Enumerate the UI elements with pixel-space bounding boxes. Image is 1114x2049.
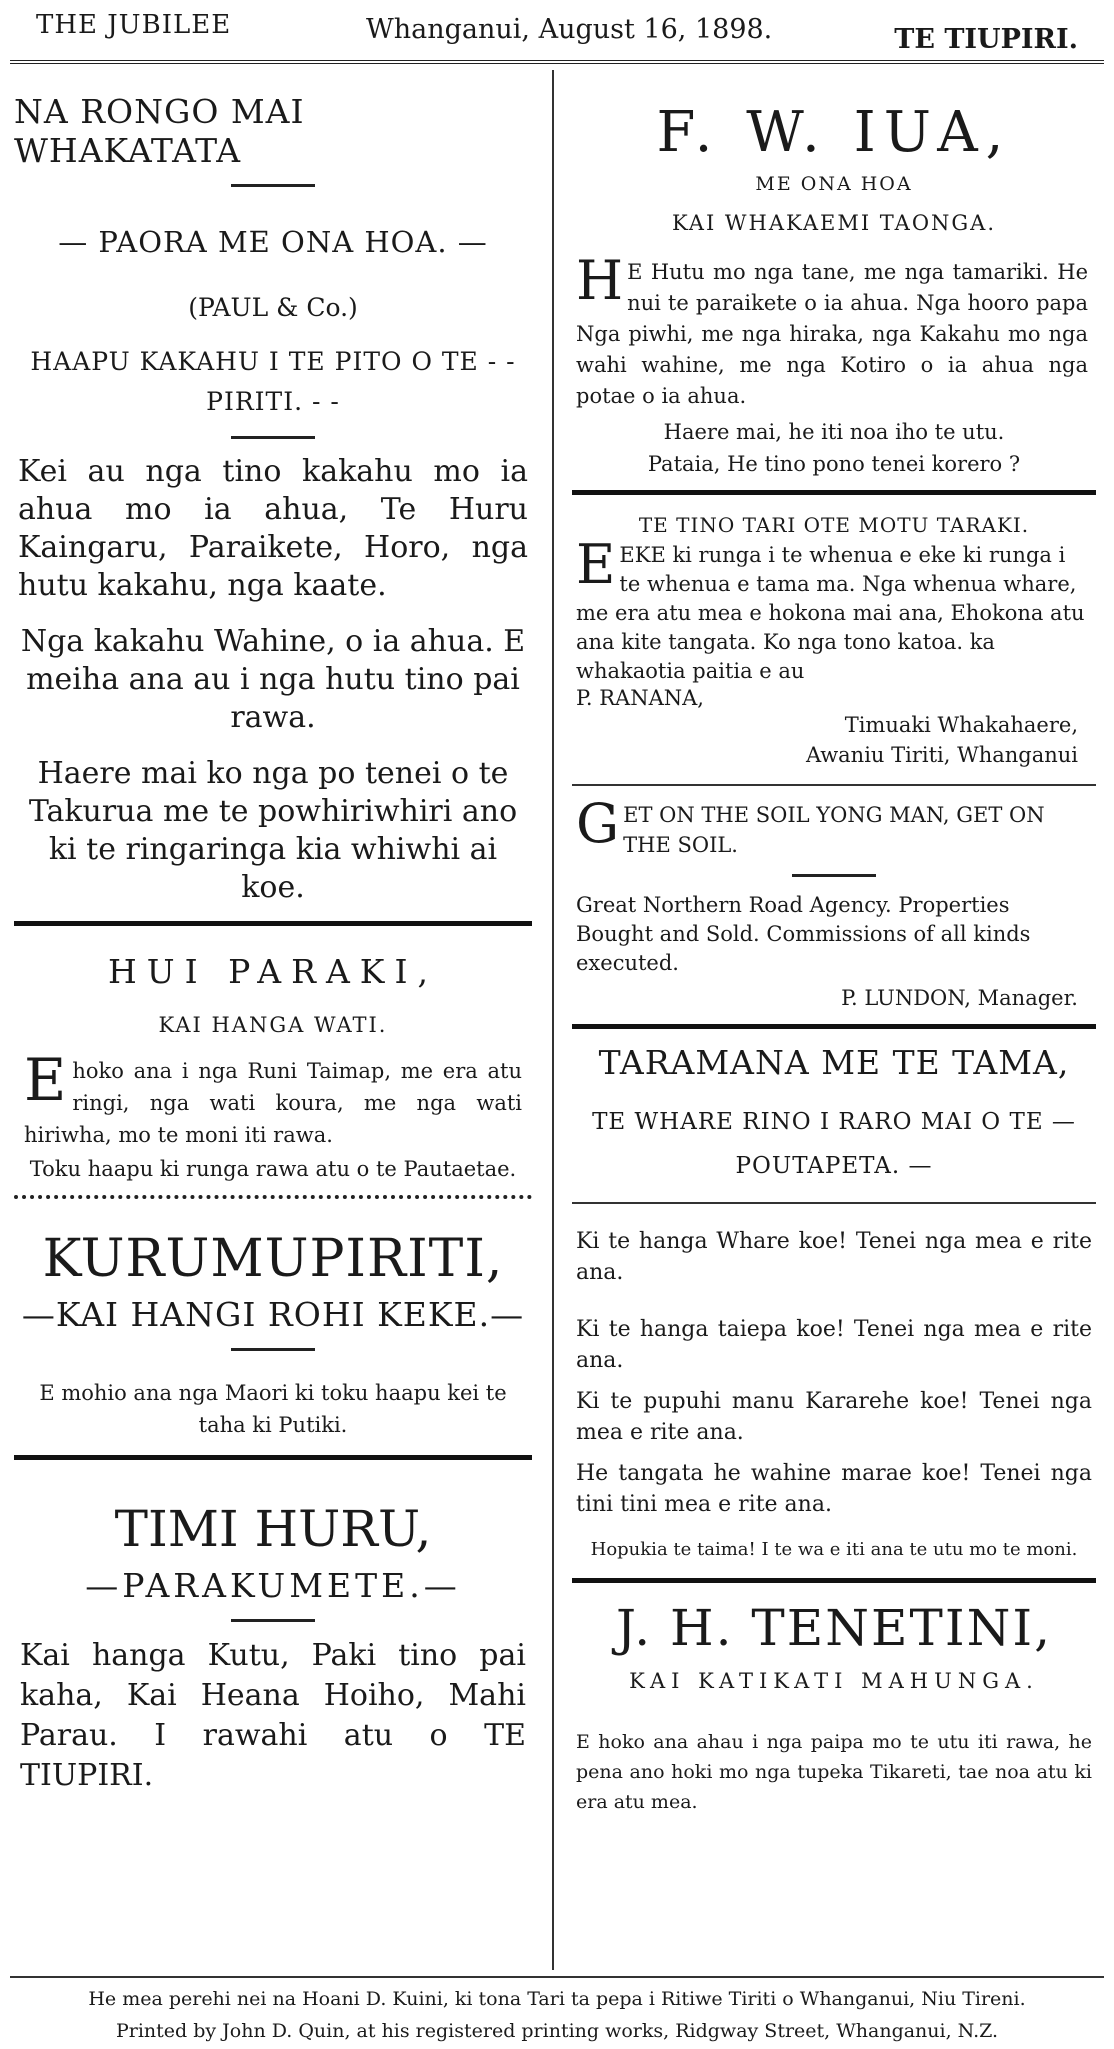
ad-timi-subtitle: —PARAKUMETE.— <box>85 1566 461 1605</box>
masthead-title-maori: TE TIUPIRI. <box>894 24 1078 55</box>
ad-tenetini <box>566 1599 1102 1817</box>
ad-taramana-item-3: Ki te pupuhi manu Kararehe koe! Tenei nga mea e rite ana. <box>576 1389 1092 1445</box>
drop-cap: H <box>576 249 624 312</box>
ad-paora-headline: NA RONGO MAI WHAKATATA <box>14 92 305 170</box>
ad-tenetini-body: E hoko ana ahau i nga paipa mo te utu iti rawa, he pena ano hoki mo nga tupeka Tikareti, tae noa atu ki era atu mea. <box>576 1731 1092 1813</box>
masthead-dateline: Whanganui, August 16, 1898. <box>366 14 773 45</box>
ad-kuru-subtitle: —KAI HANGI ROHI KEKE.— <box>21 1295 525 1334</box>
ad-iua-trade: KAI WHAKAEMI TAONGA. <box>671 211 997 235</box>
ad-hui-body-text: hoko ana i nga Runi Taimap, me era atu ringi, nga wati koura, me nga wati hiriwha, mo te moni iti rawa. <box>24 1059 522 1147</box>
section-rule <box>572 1024 1096 1029</box>
footer-rule <box>10 1976 1104 1978</box>
ad-ranana-signature-2: Awaniu Tiriti, Whanganui <box>805 743 1078 767</box>
section-rule <box>572 490 1096 495</box>
ad-paora-english-name: (PAUL & Co.) <box>188 293 358 322</box>
ad-iua-subtitle: ME ONA HOA <box>755 173 913 195</box>
short-rule <box>792 874 876 877</box>
section-rule <box>572 1578 1096 1583</box>
ad-ranana-body <box>576 533 1092 686</box>
ad-hui-footer: Toku haapu ki runga rawa atu o te Pautaetae. <box>29 1157 517 1181</box>
ad-paora-title: — PAORA ME ONA HOA. — <box>58 225 488 259</box>
imprint-english: Printed by John D. Quin, at his registered printing works, Ridgway Street, Whanganui, N.Z. <box>115 2020 999 2042</box>
ad-paora-paragraph-1: Kei au nga tino kakahu mo ia ahua mo ia ahua, Te Huru Kaingaru, Paraikete, Horo, nga hutu kakahu, nga kaate. <box>18 454 528 603</box>
ad-soil-signature: P. LUNDON, Manager. <box>841 986 1078 1010</box>
ad-iua-line-1: Haere mai, he iti noa iho te utu. <box>663 420 1005 444</box>
short-rule <box>231 1348 315 1351</box>
short-rule <box>231 184 315 187</box>
ad-kurumupiriti <box>8 1229 538 1441</box>
imprint-footer <box>0 1976 1114 2042</box>
ad-timi-huru <box>8 1500 538 1796</box>
section-rule <box>572 1202 1096 1204</box>
section-rule <box>14 921 532 926</box>
ad-soil-body: Great Northern Road Agency. Properties Bought and Sold. Commissions of all kinds executed. <box>576 893 1031 975</box>
drop-cap: G <box>576 792 620 855</box>
section-rule <box>14 1195 532 1199</box>
ad-iua-title: F. W. IUA, <box>656 100 1012 165</box>
masthead <box>0 0 1114 62</box>
ad-tenetini-subtitle: KAI KATIKATI MAHUNGA. <box>629 1669 1039 1693</box>
ad-paora-paragraph-2: Nga kakahu Wahine, o ia ahua. E meiha ana au i nga hutu tino pai rawa. <box>20 624 526 735</box>
drop-cap: E <box>24 1046 67 1114</box>
ad-iua-body <box>576 249 1088 412</box>
section-rule <box>14 1455 532 1460</box>
drop-cap: E <box>576 533 616 596</box>
ad-iua-body-text: E Hutu mo nga tane, me nga tamariki. He nui te paraikete o ia ahua. Nga hooro papa Nga piwhi, me nga hiraka, nga Kakahu mo nga wahi wahine, me nga Kotiro o ia ahua nga potae o ia ahua. <box>576 260 1088 408</box>
imprint-maori: He mea perehi nei na Hoani D. Kuini, ki tona Tari ta pepa i Ritiwe Tiriti o Whanganui, Niu Tireni. <box>88 1988 1026 2010</box>
ad-timi-body: Kai hanga Kutu, Paki tino pai kaha, Kai Heana Hoiho, Mahi Parau. I rawahi atu o TE TIUPIRI. <box>20 1638 526 1793</box>
ad-get-on-the-soil <box>566 792 1102 1010</box>
masthead-title-english: THE JUBILEE <box>36 10 232 40</box>
left-column <box>8 70 538 1796</box>
ad-paora-shop: HAAPU KAKAHU I TE PITO O TE - - PIRITI. - - <box>30 347 516 416</box>
ad-taramana <box>566 1043 1102 1564</box>
ad-iua <box>566 100 1102 476</box>
ad-hui-title: HUI PARAKI, <box>108 952 438 991</box>
ad-kuru-body: E mohio ana nga Maori ki toku haapu kei te taha ki Putiki. <box>39 1381 507 1437</box>
column-divider <box>552 70 554 1970</box>
ad-paora <box>8 92 538 907</box>
ad-soil-heading <box>576 792 1092 860</box>
ad-taramana-footer: Hopukia te taima! I te wa e iti ana te utu mo te moni. <box>590 1539 1078 1560</box>
ad-iua-line-2: Pataia, He tino pono tenei korero ? <box>647 452 1021 476</box>
ad-taramana-subtitle: TE WHARE RINO I RARO MAI O TE — POUTAPETA. — <box>592 1109 1076 1179</box>
ad-hui-body <box>24 1046 522 1151</box>
section-rule <box>572 784 1096 786</box>
ad-taramana-item-4: He tangata he wahine marae koe! Tenei nga tini tini mea e rite ana. <box>576 1461 1092 1517</box>
ad-ranana-name: P. RANANA, <box>576 686 704 710</box>
masthead-rule <box>10 60 1104 64</box>
ad-ranana-heading: TE TINO TARI OTE MOTU TARAKI. <box>638 513 1030 537</box>
ad-taramana-item-2: Ki te hanga taiepa koe! Tenei nga mea e rite ana. <box>576 1317 1092 1373</box>
ad-soil-heading-text: ET ON THE SOIL YONG MAN, GET ON THE SOIL. <box>623 803 1045 857</box>
ad-taramana-item-1: Ki te hanga Whare koe! Tenei nga mea e rite ana. <box>576 1229 1092 1285</box>
ad-hui-subtitle: KAI HANGA WATI. <box>158 1013 388 1037</box>
ad-ranana-body-text: EKE ki runga i te whenua e eke ki runga i te whenua e tama ma. Nga whenua whare, me era atu mea e hokona mai ana, Ehokona atu ana kite tangata. Ko nga tono katoa. ka whakaotia paitia e au <box>576 543 1085 683</box>
ad-paora-paragraph-3: Haere mai ko nga po tenei o te Takurua me te powhiriwhiri ano ki te ringaringa kia whiwhi ai koe. <box>28 756 518 905</box>
ad-taramana-title: TARAMANA ME TE TAMA, <box>598 1043 1070 1082</box>
ad-ranana-signature-1: Timuaki Whakahaere, <box>844 713 1078 737</box>
ad-hui-paraki <box>8 952 538 1181</box>
right-column <box>566 70 1102 1817</box>
ad-ranana <box>566 513 1102 770</box>
short-rule <box>231 436 315 439</box>
ad-kuru-title: KURUMUPIRITI, <box>42 1229 504 1289</box>
short-rule <box>231 1619 315 1622</box>
ad-timi-title: TIMI HURU, <box>114 1500 432 1558</box>
ad-tenetini-title: J. H. TENETINI, <box>616 1599 1052 1657</box>
